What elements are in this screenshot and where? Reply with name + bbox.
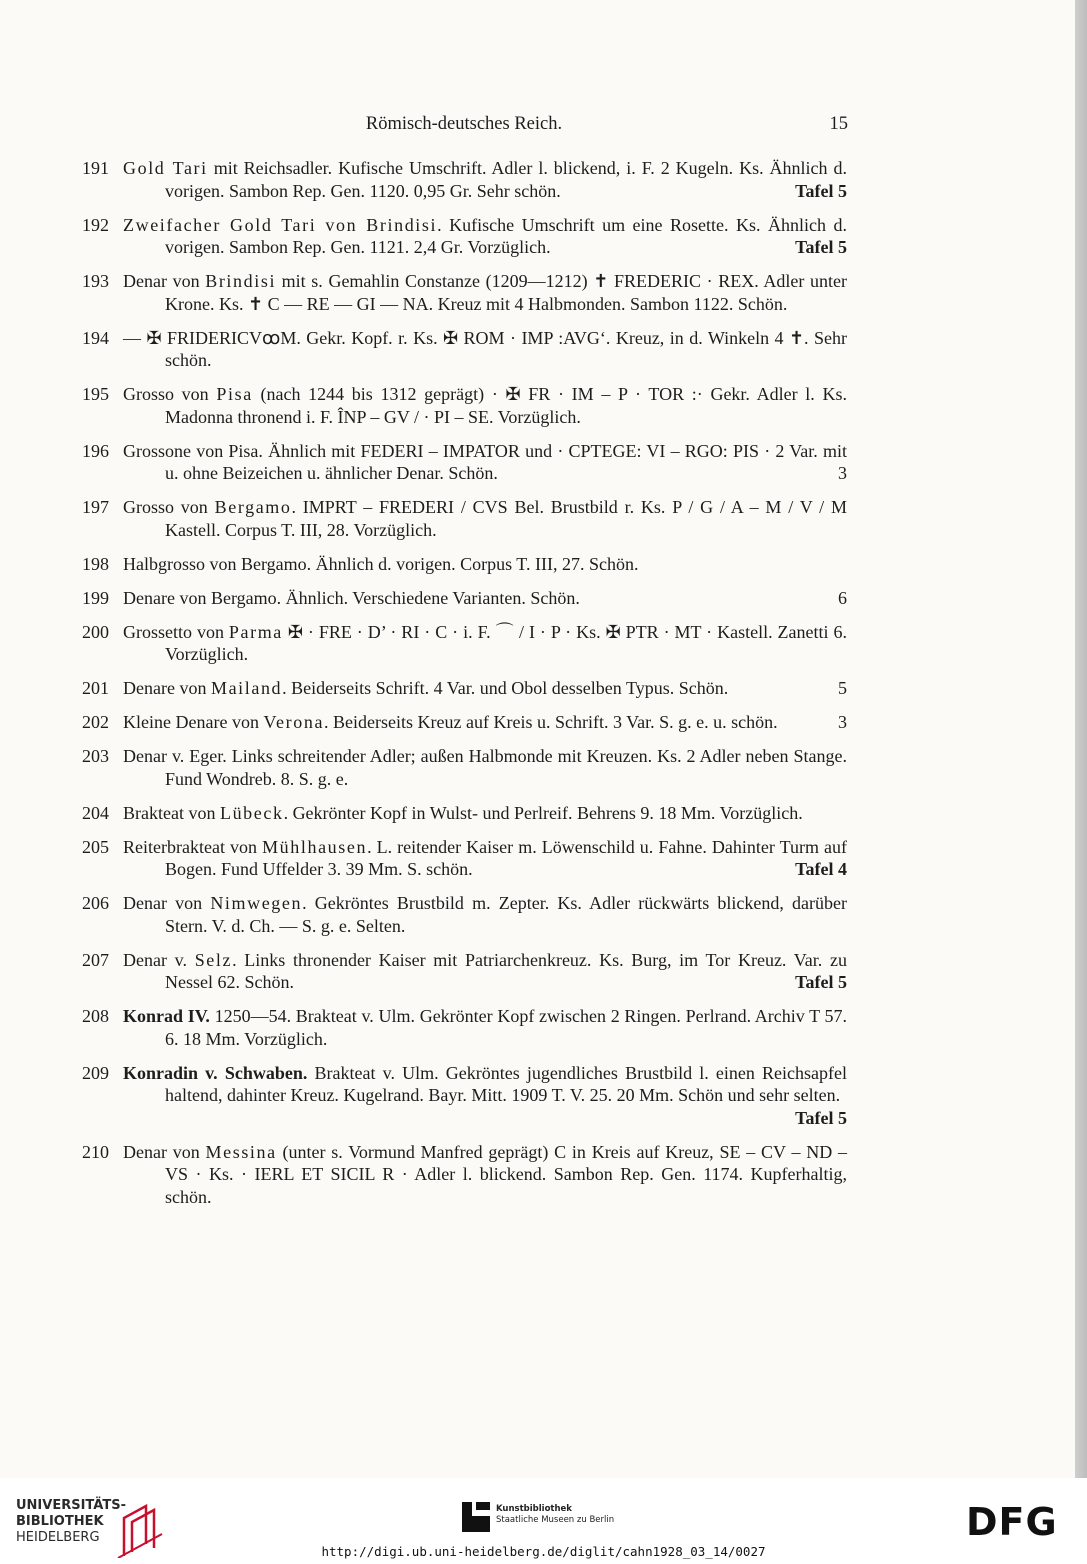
entry-number: 200 — [82, 621, 109, 642]
entry-description: . L. reitender Kaiser m. Löwenschild u. Fahne. Dahinter Turm auf Bogen. Fund Uffelder 3. 39 Mm. S. schön. — [165, 836, 847, 879]
ub-logo-text — [16, 1498, 126, 1546]
entry-body — [123, 892, 847, 937]
entry-body — [123, 327, 847, 372]
entry-number: 192 — [82, 214, 109, 235]
catalogue-entry — [82, 587, 847, 610]
entry-body — [123, 157, 847, 202]
entry-prefix: Denar von — [123, 271, 206, 291]
kunstbibliothek-logo[interactable] — [462, 1502, 662, 1538]
catalogue-entry — [82, 711, 847, 734]
entry-prefix: Denar von — [123, 1141, 206, 1162]
entry-number: 205 — [82, 836, 109, 857]
catalogue-entry — [82, 383, 847, 428]
catalogue-entry — [82, 496, 847, 541]
entry-number: 204 — [82, 802, 109, 823]
plate-reference: Tafel 5 — [795, 972, 847, 992]
entry-heading: Gold Tari — [123, 158, 208, 178]
entry-body — [123, 440, 847, 485]
entry-body — [123, 802, 847, 825]
entry-description: (nach 1244 bis 1312 geprägt) · ✠ FR · IM – P · TOR :· Gekr. Adler l. Ks. Madonna thronend i. F. ÎNP – GV / · PI – SE. Vorzüglich. — [165, 384, 847, 427]
kb-emblem-icon — [462, 1502, 490, 1532]
entry-body — [123, 1141, 848, 1209]
page-edge-shadow — [1075, 0, 1087, 1478]
dfg-logo[interactable] — [966, 1502, 1066, 1540]
kb-line-1: Kunstbibliothek — [496, 1504, 572, 1514]
plate-reference: Tafel 4 — [795, 859, 847, 879]
entry-body — [123, 553, 847, 576]
entry-prefix: Reiterbrakteat von — [123, 836, 263, 857]
entry-description: . Gekrönter Kopf in Wulst- und Perlreif. Behrens 9. 18 Mm. Vorzüglich. — [283, 802, 803, 823]
entry-description: (unter s. Vormund Manfred geprägt) C in Kreis auf Kreuz, SE – CV – ND – VS · Ks. · IERL ET SICIL R · Adler l. blickend. Sambon Rep. Gen. 1174. Kupferhaltig, schön. — [165, 1141, 848, 1207]
entry-body — [123, 745, 847, 790]
catalogue-entry — [82, 1141, 847, 1209]
entry-number: 206 — [82, 893, 109, 913]
entry-body — [123, 621, 847, 666]
entry-prefix: Denar v. — [123, 949, 195, 970]
entry-number: 210 — [82, 1141, 109, 1162]
entry-heading: Konradin v. Schwaben. — [123, 1062, 308, 1083]
entry-heading: Mailand — [210, 678, 283, 698]
entry-body — [123, 1062, 847, 1130]
entry-heading: Bergamo — [214, 497, 292, 517]
entry-number: 193 — [82, 271, 109, 291]
entry-prefix: Grosso von — [123, 384, 217, 404]
entry-description: mit s. Gemahlin Constanze (1209—1212) ✝ FREDERIC · REX. Adler unter Krone. Ks. ✝ C — RE — GI — NA. Kreuz mit 4 Halbmonden. Sambon 1122. Schön. — [165, 271, 847, 314]
entry-description: Grossone von Pisa. Ähnlich mit FEDERI – IMPATOR und · CPTEGE: VI – RGO: PIS · 2 Var. mit u. ohne Beizeichen u. ähnlicher Denar. Schön. — [123, 440, 847, 483]
entry-body — [123, 383, 847, 428]
entry-description: . Beiderseits Schrift. 4 Var. und Obol desselben Typus. Schön. — [282, 678, 729, 698]
entry-number: 208 — [82, 1006, 109, 1026]
ub-line-3: HEIDELBERG — [16, 1530, 100, 1545]
catalogue-entry — [82, 327, 847, 372]
page-number: 15 — [829, 114, 848, 134]
entry-description: Halbgrosso von Bergamo. Ähnlich d. vorigen. Corpus T. III, 27. Schön. — [123, 553, 639, 574]
running-head-title: Römisch-deutsches Reich. — [365, 114, 563, 134]
catalogue-entry — [82, 745, 847, 790]
quantity-reference: 3 — [838, 712, 847, 732]
entry-body — [123, 496, 847, 541]
catalogue-entry — [82, 553, 847, 576]
entry-number: 191 — [82, 158, 109, 178]
entry-prefix: Denare von — [123, 678, 211, 698]
entry-prefix: Denar von — [123, 893, 211, 913]
entry-number: 202 — [82, 712, 109, 732]
catalogue-entry — [82, 892, 847, 937]
entry-body — [123, 214, 847, 259]
entry-body — [123, 677, 847, 700]
catalogue-entry — [82, 836, 847, 881]
entry-prefix: Grossetto von — [123, 621, 229, 642]
plate-reference: Tafel 5 — [795, 180, 847, 201]
entry-number: 194 — [82, 327, 109, 348]
kb-logo-text — [496, 1504, 614, 1526]
running-head — [80, 114, 848, 138]
dfg-logo-text: DFG — [966, 1502, 1058, 1540]
catalogue-entry — [82, 621, 847, 666]
entry-description: . Gekröntes Brustbild m. Zepter. Ks. Adler rückwärts blickend, darüber Stern. V. d. Ch. — S. g. e. Selten. — [165, 893, 847, 936]
catalogue-entry — [82, 677, 847, 700]
entry-heading: Lübeck — [219, 802, 284, 823]
source-url[interactable]: http://digi.ub.uni-heidelberg.de/diglit/cahn1928_03_14/0027 — [321, 1544, 766, 1559]
entry-description: . IMPRT – FREDERI / CVS Bel. Brustbild r. Ks. P / G / A – M / V / M Kastell. Corpus T. III, 28. Vorzüglich. — [165, 497, 847, 540]
entry-description: Brakteat v. Ulm. Gekröntes jugendliches Brustbild l. einen Reichsapfel haltend, dahinter Kreuz. Kugelrand. Bayr. Mitt. 1909 T. V. 25. 20 Mm. Schön und sehr selten. — [165, 1062, 847, 1105]
entry-number: 195 — [82, 384, 109, 404]
entry-heading: Zweifacher Gold Tari von Brindisi — [123, 214, 438, 235]
entry-prefix: Brakteat von — [123, 802, 220, 823]
entry-description: Denar v. Eger. Links schreitender Adler; außen Halbmonde mit Kreuzen. Ks. 2 Adler neben Stange. Fund Wondreb. 8. S. g. e. — [123, 746, 847, 789]
entry-body — [123, 949, 847, 994]
ub-line-2: BIBLIOTHEK — [16, 1514, 104, 1529]
quantity-reference: 3 — [838, 463, 847, 483]
entry-prefix: Grosso von — [123, 497, 215, 517]
entry-heading: Pisa — [216, 384, 253, 404]
entry-prefix: Kleine Denare von — [123, 712, 264, 732]
entry-description: . Links thronender Kaiser mit Patriarchenkreuz. Ks. Burg, im Tor Kreuz. Var. zu Nessel 62. Schön. — [165, 949, 847, 992]
plate-reference: Tafel 5 — [795, 237, 847, 257]
kb-line-2: Staatliche Museen zu Berlin — [496, 1515, 615, 1525]
plate-reference: Tafel 5 — [795, 1107, 847, 1128]
entry-description: — ✠ FRIDERICVꝏM. Gekr. Kopf. r. Ks. ✠ ROM · IMP :AVG‘. Kreuz, in d. Winkeln 4 ✝. Sehr schön. — [123, 327, 847, 370]
entry-heading: Mühlhausen — [262, 836, 368, 857]
catalogue-entry — [82, 949, 847, 994]
entry-number: 209 — [82, 1062, 109, 1083]
entry-heading: Brindisi — [205, 271, 277, 291]
entry-description: mit Reichsadler. Kufische Umschrift. Adler l. blickend, i. F. 2 Kugeln. Ks. Ähnlich d. vorigen. Sambon Rep. Gen. 1120. 0,95 Gr. Sehr schön. — [165, 158, 847, 201]
entry-heading: Selz — [194, 949, 233, 970]
entry-body — [123, 1005, 848, 1050]
entry-number: 201 — [82, 678, 109, 698]
entry-heading: Nimwegen — [210, 893, 303, 913]
entry-description: . Beiderseits Kreuz auf Kreis u. Schrift. 3 Var. S. g. e. u. schön. — [324, 712, 778, 732]
entry-number: 203 — [82, 746, 109, 766]
entry-number: 198 — [82, 553, 109, 574]
entry-description: 1250—54. Brakteat v. Ulm. Gekrönter Kopf zwischen 2 Ringen. Perlrand. Archiv T 57. 6. 18 Mm. Vorzüglich. — [165, 1006, 848, 1049]
entry-number: 207 — [82, 949, 109, 970]
entry-heading: Messina — [205, 1141, 277, 1162]
entry-description: Denare von Bergamo. Ähnlich. Verschiedene Varianten. Schön. — [123, 587, 580, 608]
entry-body — [123, 836, 847, 881]
catalogue-entry — [82, 1062, 847, 1130]
quantity-reference: 5 — [838, 678, 847, 698]
entry-body — [123, 587, 847, 610]
catalogue-entry — [82, 270, 847, 315]
footer-bar — [0, 1478, 1087, 1564]
entry-body — [123, 270, 847, 315]
entry-description: ✠ · FRE · D’ · RI · C · i. F. ⌒ / I · P · Ks. ✠ PTR · MT · Kastell. Zanetti 6. Vorzüglich. — [165, 621, 847, 664]
entry-heading: Verona — [263, 712, 325, 732]
entry-number: 197 — [82, 497, 109, 517]
entry-heading: Konrad IV. — [123, 1006, 210, 1026]
entry-body — [123, 711, 847, 734]
catalogue-entries — [82, 157, 847, 1220]
catalogue-entry — [82, 214, 847, 259]
ub-line-1: UNIVERSITÄTS- — [16, 1498, 126, 1513]
entry-heading: Parma — [228, 621, 283, 642]
catalogue-entry — [82, 440, 847, 485]
catalogue-entry — [82, 1005, 847, 1050]
entry-number: 196 — [82, 440, 109, 461]
entry-description: . Kufische Umschrift um eine Rosette. Ks. Ähnlich d. vorigen. Sambon Rep. Gen. 1121. 2,4 Gr. Vorzüglich. — [165, 214, 847, 257]
catalogue-entry — [82, 157, 847, 202]
quantity-reference: 6 — [838, 587, 847, 608]
entry-number: 199 — [82, 587, 109, 608]
catalogue-entry — [82, 802, 847, 825]
